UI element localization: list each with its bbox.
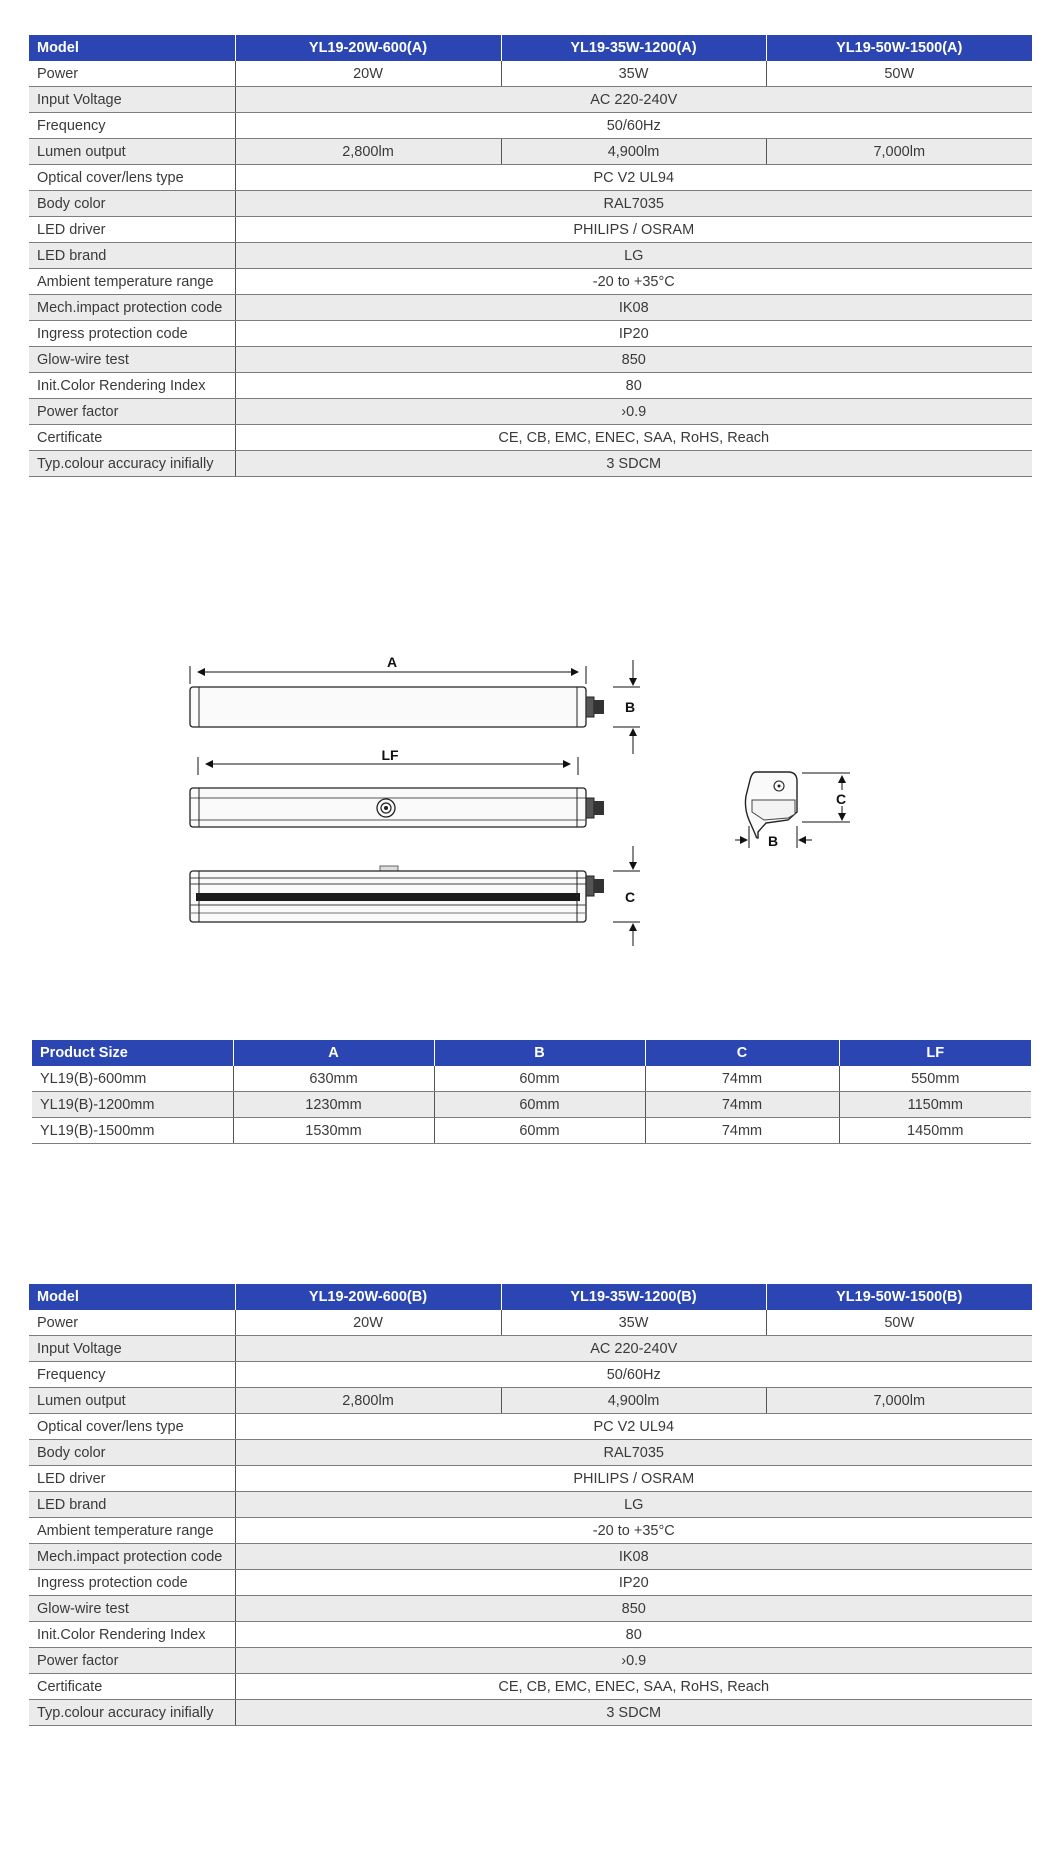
cell-value: 35W xyxy=(501,61,766,87)
cell-value: CE, CB, EMC, ENEC, SAA, RoHS, Reach xyxy=(235,425,1032,451)
table-row xyxy=(29,1596,1032,1622)
cell-value: 1150mm xyxy=(839,1092,1031,1118)
dimension-lf xyxy=(198,747,578,775)
cell-value: IP20 xyxy=(235,321,1032,347)
header-model: Model xyxy=(29,35,235,61)
row-label: Body color xyxy=(29,1440,235,1466)
cell-value: 630mm xyxy=(233,1066,434,1092)
table-row xyxy=(29,1310,1032,1336)
header-dimension: B xyxy=(434,1040,645,1066)
table-row xyxy=(29,1622,1032,1648)
row-label: Power factor xyxy=(29,1648,235,1674)
end-label-c: C xyxy=(836,791,847,807)
row-label: Frequency xyxy=(29,113,235,139)
row-label: Optical cover/lens type xyxy=(29,165,235,191)
cell-value: 850 xyxy=(235,1596,1032,1622)
table-row xyxy=(29,1492,1032,1518)
header-model-variant: YL19-50W-1500(A) xyxy=(766,35,1032,61)
table-row xyxy=(29,1648,1032,1674)
cell-value: 50W xyxy=(766,61,1032,87)
cell-value: 60mm xyxy=(434,1066,645,1092)
row-label: LED driver xyxy=(29,217,235,243)
cell-value: 1450mm xyxy=(839,1118,1031,1144)
cell-value: 80 xyxy=(235,373,1032,399)
product-size-table xyxy=(32,1040,1031,1144)
table-row xyxy=(29,1674,1032,1700)
table-row xyxy=(29,1362,1032,1388)
fixture-top-view xyxy=(190,687,604,727)
fixture-end-view xyxy=(745,772,797,838)
cell-value: 4,900lm xyxy=(501,1388,766,1414)
row-label: Ingress protection code xyxy=(29,1570,235,1596)
cell-value: CE, CB, EMC, ENEC, SAA, RoHS, Reach xyxy=(235,1674,1032,1700)
header-model-variant: YL19-35W-1200(A) xyxy=(501,35,766,61)
table-row xyxy=(29,1466,1032,1492)
cell-value: IK08 xyxy=(235,1544,1032,1570)
row-label: Lumen output xyxy=(29,1388,235,1414)
cell-value: 80 xyxy=(235,1622,1032,1648)
row-label: YL19(B)-1200mm xyxy=(32,1092,233,1118)
row-label: Input Voltage xyxy=(29,1336,235,1362)
table-row xyxy=(29,1414,1032,1440)
header-model-variant: YL19-35W-1200(B) xyxy=(501,1284,766,1310)
cell-value: AC 220-240V xyxy=(235,1336,1032,1362)
row-label: Frequency xyxy=(29,1362,235,1388)
row-label: Ambient temperature range xyxy=(29,269,235,295)
row-label: Typ.colour accuracy inifially xyxy=(29,1700,235,1726)
cell-value: PHILIPS / OSRAM xyxy=(235,1466,1032,1492)
row-label: YL19(B)-1500mm xyxy=(32,1118,233,1144)
cell-value: 2,800lm xyxy=(235,1388,501,1414)
cell-value: 4,900lm xyxy=(501,139,766,165)
table-row xyxy=(29,1388,1032,1414)
label-a: A xyxy=(386,654,398,670)
cell-value: PC V2 UL94 xyxy=(235,1414,1032,1440)
row-label: Ambient temperature range xyxy=(29,1518,235,1544)
cell-value: IK08 xyxy=(235,295,1032,321)
header-dimension: C xyxy=(645,1040,839,1066)
cell-value: 50W xyxy=(766,1310,1032,1336)
end-dimension-c xyxy=(802,773,850,822)
header-dimension: A xyxy=(233,1040,434,1066)
cell-value: -20 to +35°C xyxy=(235,1518,1032,1544)
header-model: Model xyxy=(29,1284,235,1310)
cell-value: 550mm xyxy=(839,1066,1031,1092)
row-label: Power factor xyxy=(29,399,235,425)
row-label: Power xyxy=(29,61,235,87)
dimension-b xyxy=(613,660,640,754)
header-product-size: Product Size xyxy=(32,1040,233,1066)
cell-value: AC 220-240V xyxy=(235,87,1032,113)
cell-value: -20 to +35°C xyxy=(235,269,1032,295)
row-label: LED driver xyxy=(29,1466,235,1492)
header-model-variant: YL19-50W-1500(B) xyxy=(766,1284,1032,1310)
table-row xyxy=(29,1700,1032,1726)
cell-value: LG xyxy=(235,243,1032,269)
cell-value: 60mm xyxy=(434,1092,645,1118)
cell-value: 1230mm xyxy=(233,1092,434,1118)
cell-value: 1530mm xyxy=(233,1118,434,1144)
cell-value: 74mm xyxy=(645,1092,839,1118)
header-model-variant: YL19-20W-600(A) xyxy=(235,35,501,61)
row-label: Certificate xyxy=(29,425,235,451)
fixture-side-view xyxy=(190,788,604,827)
label-lf: LF xyxy=(381,747,399,763)
cell-value: 7,000lm xyxy=(766,139,1032,165)
cell-value: 7,000lm xyxy=(766,1388,1032,1414)
cell-value: PC V2 UL94 xyxy=(235,165,1032,191)
header-model-variant: YL19-20W-600(B) xyxy=(235,1284,501,1310)
row-label: LED brand xyxy=(29,1492,235,1518)
row-label: Glow-wire test xyxy=(29,347,235,373)
table-row xyxy=(32,1066,1031,1092)
cell-value: 50/60Hz xyxy=(235,1362,1032,1388)
cell-value: 850 xyxy=(235,347,1032,373)
cell-value: PHILIPS / OSRAM xyxy=(235,217,1032,243)
row-label: Glow-wire test xyxy=(29,1596,235,1622)
cell-value: 20W xyxy=(235,1310,501,1336)
row-label: Body color xyxy=(29,191,235,217)
row-label: Ingress protection code xyxy=(29,321,235,347)
cell-value: 74mm xyxy=(645,1118,839,1144)
table-row xyxy=(29,1440,1032,1466)
label-b: B xyxy=(625,699,636,715)
table-row xyxy=(29,1544,1032,1570)
spec-table-header xyxy=(29,1284,1032,1310)
cell-value: 60mm xyxy=(434,1118,645,1144)
row-label: Lumen output xyxy=(29,139,235,165)
end-label-b: B xyxy=(767,833,779,849)
cell-value: RAL7035 xyxy=(235,1440,1032,1466)
cell-value: 35W xyxy=(501,1310,766,1336)
row-label: Certificate xyxy=(29,1674,235,1700)
row-label: Typ.colour accuracy inifially xyxy=(29,451,235,477)
row-label: Optical cover/lens type xyxy=(29,1414,235,1440)
table-row xyxy=(32,1092,1031,1118)
cell-value: LG xyxy=(235,1492,1032,1518)
cell-value: ›0.9 xyxy=(235,1648,1032,1674)
spec-table-b xyxy=(29,1284,1032,1726)
cell-value: ›0.9 xyxy=(235,399,1032,425)
cell-value: 2,800lm xyxy=(235,139,501,165)
cell-value: 50/60Hz xyxy=(235,113,1032,139)
fixture-bottom-view xyxy=(190,866,604,922)
label-c: C xyxy=(625,889,636,905)
row-label: Input Voltage xyxy=(29,87,235,113)
cell-value: 3 SDCM xyxy=(235,451,1032,477)
cell-value: 3 SDCM xyxy=(235,1700,1032,1726)
table-row xyxy=(29,1570,1032,1596)
end-dimension-b xyxy=(735,826,812,849)
dimension-c xyxy=(613,846,640,946)
row-label: Mech.impact protection code xyxy=(29,1544,235,1570)
row-label: Init.Color Rendering Index xyxy=(29,1622,235,1648)
cell-value: RAL7035 xyxy=(235,191,1032,217)
row-label: YL19(B)-600mm xyxy=(32,1066,233,1092)
dimension-a xyxy=(190,654,586,684)
row-label: LED brand xyxy=(29,243,235,269)
cell-value: 20W xyxy=(235,61,501,87)
header-dimension: LF xyxy=(839,1040,1031,1066)
cell-value: IP20 xyxy=(235,1570,1032,1596)
table-row xyxy=(29,1518,1032,1544)
table-row xyxy=(29,1336,1032,1362)
cell-value: 74mm xyxy=(645,1066,839,1092)
table-row xyxy=(32,1118,1031,1144)
size-table-header xyxy=(32,1040,1031,1066)
row-label: Mech.impact protection code xyxy=(29,295,235,321)
row-label: Power xyxy=(29,1310,235,1336)
row-label: Init.Color Rendering Index xyxy=(29,373,235,399)
